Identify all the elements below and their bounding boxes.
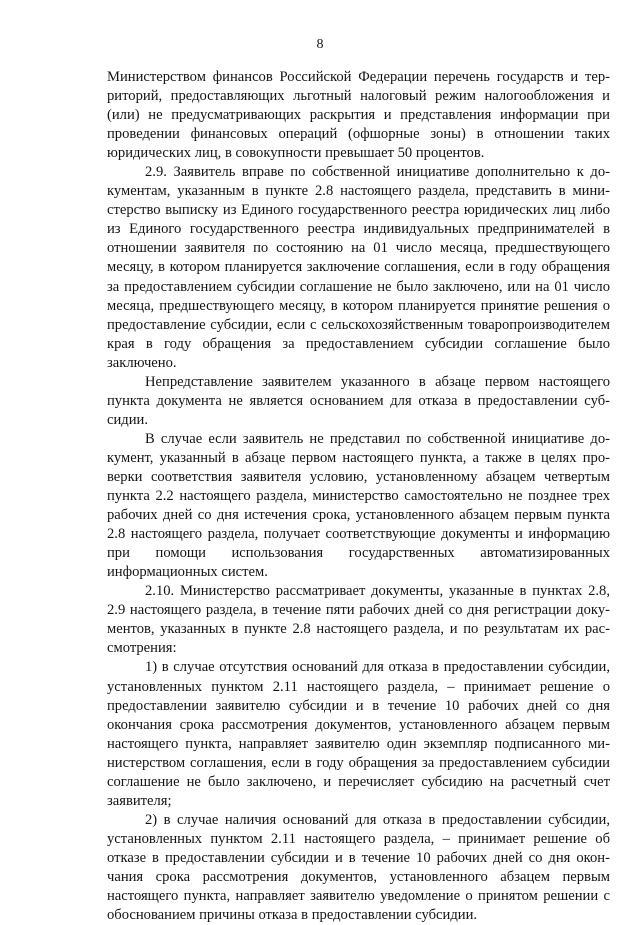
paragraph-intro-continuation: Министерством финансов Российской Федерации перечень государств и территорий, предоставляющих льготный налоговый режим налогообложения и (или) не предусматривающих раскрытия и представления информации при проведении финансовых операций (офшорные зоны) в отношении таких юридических лиц, в совокупности превышает 50 процентов. [107, 69, 610, 162]
paragraph-non-submission: Непредставление заявителем указанного в абзаце первом настоящего пункта документа не является основанием для отказа в предоставлении субсидии. [107, 373, 610, 428]
document-body [107, 68, 610, 925]
paragraph-2-10: 2.10. Министерство рассматривает документы, указанные в пунктах 2.8, 2.9 настоящего раздела, в течение пяти рабочих дней со дня регистрации документов, указанных в пункте 2.8 настоящего раздела, и по результатам их рассмотрения: [107, 583, 610, 657]
paragraph-item-2: 2) в случае наличия оснований для отказа в предоставлении субсидии, установленных пунктом 2.11 настоящего раздела, – принимает решение об отказе в предоставлении субсидии и в течение 10 рабочих дней со дня окончания срока рассмотрения документов, установленного абзацем первым настоящего пункта, направляет заявителю уведомление о принятом решении с обоснованием причины отказа в предоставлении субсидии. [107, 811, 610, 924]
paragraph-item-1: 1) в случае отсутствия оснований для отказа в предоставлении субсидии, установленных пунктом 2.11 настоящего раздела, – принимает решение о предоставлении заявителю субсидии и в течение 10 рабочих дней со дня окончания срока рассмотрения документов, установленного абзацем первым настоящего пункта, направляет заявителю один экземпляр подписанного министерством соглашения, если в году обращения за предоставлением субсидии соглашение не было заключено, и перечисляет субсидию на расчетный счет заявителя; [107, 659, 610, 809]
page-number: 8 [316, 37, 324, 52]
paragraph-2-9: 2.9. Заявитель вправе по собственной инициативе дополнительно к документам, указанным в пункте 2.8 настоящего раздела, представить в министерство выписку из Единого государственного реестра юридических лиц либо из Единого государственного реестра индивидуальных предпринимателей в отношении заявителя по состоянию на 01 число месяца, предшествующего месяцу, в котором планируется заключение соглашения, если в году обращения за предоставлением субсидии соглашение не было заключено, или на 01 число месяца, предшествующего месяцу, в котором планируется принятие решения о предоставление субсидии, если с сельскохозяйственным товаропроизводителем края в году обращения за предоставлением субсидии соглашение было заключено. [107, 164, 610, 371]
paragraph-ministry-request: В случае если заявитель не представил по собственной инициативе документ, указанный в абзаце первом настоящего пункта, а также в целях проверки соответствия заявителя условию, установленному абзацем четвертым пункта 2.2 настоящего раздела, министерство самостоятельно не позднее трех рабочих дней со дня истечения срока, установленного абзацем первым пункта 2.8 настоящего раздела, получает соответствующие документы и информацию при помощи использования государственных автоматизированных информационных систем. [107, 430, 610, 581]
